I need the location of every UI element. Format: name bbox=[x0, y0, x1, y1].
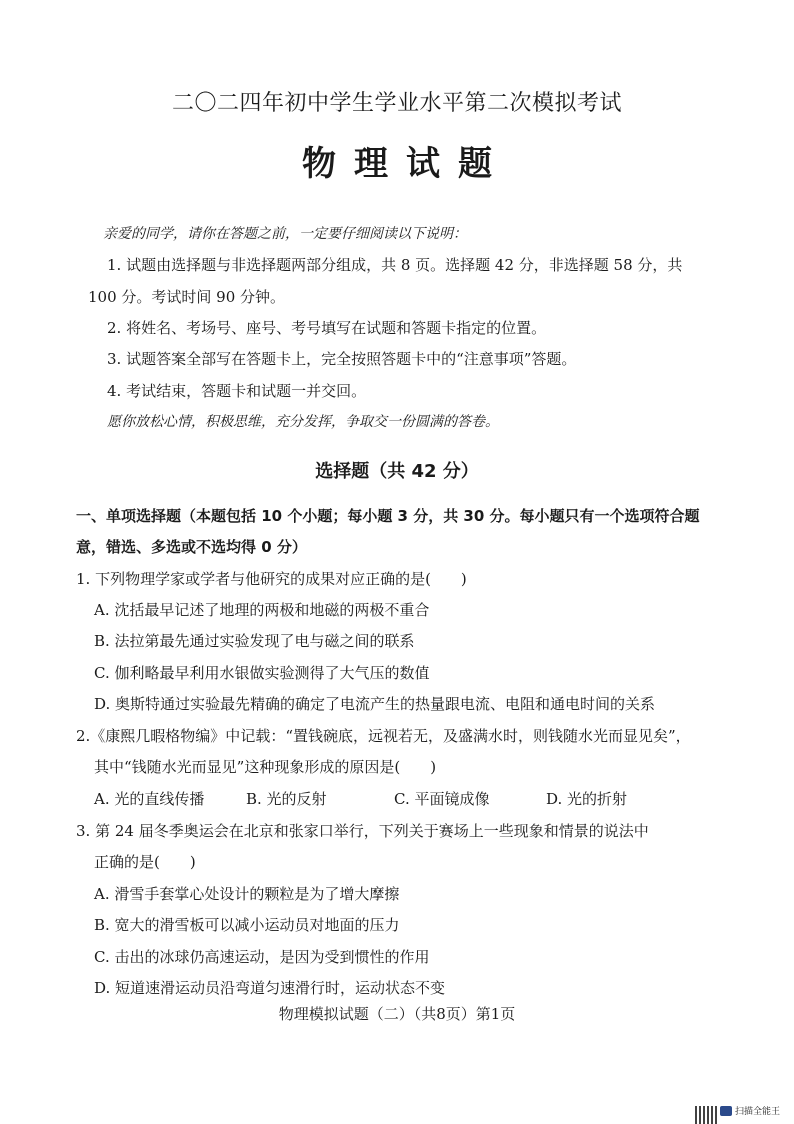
question-2-option-b: B. 光的反射 bbox=[246, 790, 327, 808]
section-heading-line-1: 一、单项选择题（本题包括 10 个小题；每小题 3 分，共 30 分。每小题只有一个选项符合题 bbox=[76, 507, 700, 525]
instruction-item-4: 4. 考试结束，答题卡和试题一并交回。 bbox=[107, 382, 367, 400]
question-3-stem-line-2: 正确的是( ) bbox=[94, 853, 196, 871]
question-3-option-c: C. 击出的冰球仍高速运动，是因为受到惯性的作用 bbox=[94, 948, 430, 966]
instructions-wish: 愿你放松心情，积极思维，充分发挥，争取交一份圆满的答卷。 bbox=[107, 414, 499, 430]
subject-title: 物理试题 bbox=[302, 144, 510, 184]
page-footer: 物理模拟试题（二）（共8页）第1页 bbox=[278, 1005, 516, 1023]
question-2-stem-line-2: 其中“钱随水光而显见”这种现象形成的原因是( ) bbox=[94, 758, 437, 776]
question-1-option-a: A. 沈括最早记述了地理的两极和地磁的两极不重合 bbox=[94, 601, 430, 619]
section-heading-line-2: 意，错选、多选或不选均得 0 分） bbox=[76, 538, 307, 556]
question-2-option-c: C. 平面镜成像 bbox=[394, 790, 490, 808]
question-2-option-a: A. 光的直线传播 bbox=[94, 790, 205, 808]
question-3-option-a: A. 滑雪手套掌心处设计的颗粒是为了增大摩擦 bbox=[94, 885, 400, 903]
question-1-stem: 1. 下列物理学家或学者与他研究的成果对应正确的是( ) bbox=[76, 570, 467, 588]
question-3-option-d: D. 短道速滑运动员沿弯道匀速滑行时，运动状态不变 bbox=[94, 979, 446, 997]
question-2-option-d: D. 光的折射 bbox=[546, 790, 628, 808]
instruction-item-1-line-1: 1. 试题由选择题与非选择题两部分组成，共 8 页。选择题 42 分，非选择题 58 分，共 bbox=[107, 256, 683, 274]
question-2-stem-line-1: 2.《康熙几暇格物编》中记载：“置钱碗底，远视若无，及盛满水时，则钱随水光而显见矣”， bbox=[76, 727, 691, 745]
question-1-option-b: B. 法拉第最先通过实验发现了电与磁之间的联系 bbox=[94, 632, 415, 650]
question-1-option-d: D. 奥斯特通过实验最先精确的确定了电流产生的热量跟电流、电阻和通电时间的关系 bbox=[94, 695, 656, 713]
question-1-option-c: C. 伽利略最早利用水银做实验测得了大气压的数值 bbox=[94, 664, 430, 682]
instruction-item-2: 2. 将姓名、考场号、座号、考号填写在试题和答题卡指定的位置。 bbox=[107, 319, 547, 337]
question-3-option-b: B. 宽大的滑雪板可以减小运动员对地面的压力 bbox=[94, 916, 400, 934]
instruction-item-3: 3. 试题答案全部写在答题卡上，完全按照答题卡中的“注意事项”答题。 bbox=[107, 350, 577, 368]
exam-title: 二〇二四年初中学生学业水平第二次模拟考试 bbox=[171, 91, 622, 116]
section-title: 选择题（共 42 分） bbox=[315, 461, 479, 482]
instruction-item-1-line-2: 100 分。考试时间 90 分钟。 bbox=[88, 288, 286, 306]
scanner-watermark bbox=[720, 1104, 780, 1117]
instructions-greeting: 亲爱的同学，请你在答题之前，一定要仔细阅读以下说明： bbox=[103, 226, 467, 242]
question-3-stem-line-1: 3. 第 24 届冬季奥运会在北京和张家口举行，下列关于赛场上一些现象和情景的说法中 bbox=[76, 822, 649, 840]
scanner-brand-text: 扫描全能王 bbox=[735, 1107, 781, 1117]
qr-code-icon bbox=[695, 1106, 717, 1124]
scanner-logo-icon bbox=[720, 1106, 732, 1116]
